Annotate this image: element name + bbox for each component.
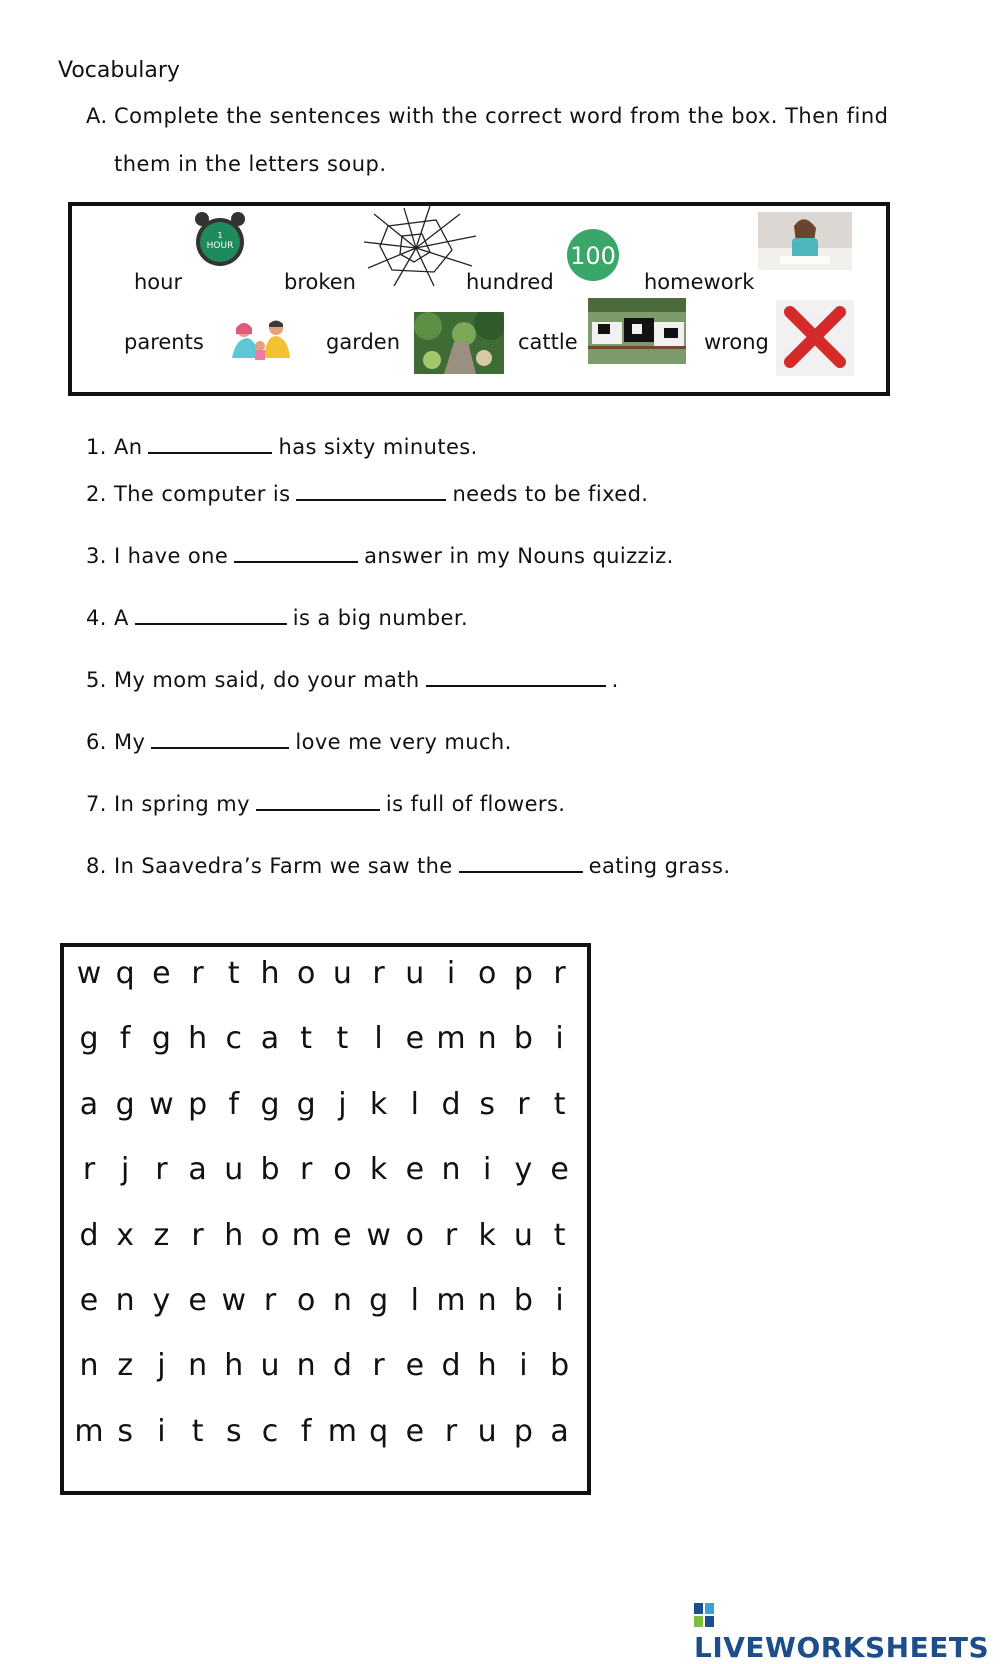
soup-letter[interactable]: h xyxy=(188,1021,208,1057)
soup-letter[interactable]: t xyxy=(227,956,240,991)
soup-letter[interactable]: e xyxy=(405,1152,425,1188)
garden-photo xyxy=(414,312,504,374)
soup-letter[interactable]: k xyxy=(478,1217,496,1253)
soup-letter[interactable]: c xyxy=(261,1413,279,1449)
soup-letter[interactable]: d xyxy=(79,1217,99,1253)
sentence-7: 7. In spring my is full of flowers. xyxy=(86,792,566,816)
answer-blank-5[interactable] xyxy=(426,667,606,687)
soup-letter[interactable]: u xyxy=(405,956,425,991)
soup-letter[interactable]: r xyxy=(372,956,385,991)
soup-letter[interactable]: s xyxy=(225,1413,242,1449)
soup-letter[interactable]: r xyxy=(191,956,204,991)
soup-letter[interactable]: b xyxy=(513,1021,533,1057)
soup-letter[interactable]: d xyxy=(332,1348,352,1384)
sentence-4: 4. A is a big number. xyxy=(86,606,469,630)
parents-icon xyxy=(228,318,294,366)
word-homework: homework xyxy=(644,270,755,294)
soup-letter[interactable]: d xyxy=(441,1348,461,1384)
soup-letter[interactable]: r xyxy=(82,1152,96,1188)
soup-letter[interactable]: r xyxy=(191,1217,204,1253)
soup-letter[interactable]: u xyxy=(224,1152,244,1188)
soup-letter[interactable]: e xyxy=(333,1217,352,1253)
soup-letter[interactable]: r xyxy=(444,1217,458,1253)
soup-letter[interactable]: o xyxy=(260,1217,280,1253)
word-hour: hour xyxy=(134,270,183,294)
soup-letter[interactable]: b xyxy=(513,1283,533,1318)
soup-letter[interactable]: n xyxy=(188,1348,208,1384)
soup-letter[interactable]: i xyxy=(555,1021,564,1057)
soup-letter[interactable]: s xyxy=(117,1413,133,1449)
soup-letter[interactable]: i xyxy=(157,1413,166,1449)
soup-letter[interactable]: t xyxy=(553,1086,566,1122)
soup-letter[interactable]: r xyxy=(155,1152,168,1188)
soup-letter[interactable]: y xyxy=(514,1152,533,1188)
soup-letter[interactable]: g xyxy=(115,1086,135,1122)
soup-letter[interactable]: u xyxy=(513,1217,533,1253)
sentence-8: 8. In Saavedra’s Farm we saw the eating grass. xyxy=(86,854,731,878)
clock-icon xyxy=(192,210,248,268)
soup-letter[interactable]: e xyxy=(405,1348,425,1384)
soup-letter[interactable]: l xyxy=(410,1283,419,1318)
soup-letter[interactable]: t xyxy=(300,1021,313,1057)
sentence-2: 2. The computer is needs to be fixed. xyxy=(86,482,649,506)
soup-letter[interactable]: l xyxy=(374,1021,383,1057)
soup-letter[interactable]: e xyxy=(405,1413,425,1449)
soup-letter[interactable]: r xyxy=(300,1152,313,1188)
soup-letter[interactable]: q xyxy=(115,956,135,991)
sentence-5: 5. My mom said, do your math . xyxy=(86,668,619,692)
soup-letter[interactable]: a xyxy=(260,1021,280,1057)
soup-letter[interactable]: g xyxy=(260,1086,280,1122)
soup-letter[interactable]: l xyxy=(410,1086,419,1122)
soup-letter[interactable]: i xyxy=(519,1348,528,1384)
soup-letter[interactable]: h xyxy=(260,956,280,991)
soup-letter[interactable]: t xyxy=(191,1413,204,1449)
soup-letter[interactable]: u xyxy=(332,956,352,991)
soup-letter[interactable]: o xyxy=(478,956,497,991)
soup-letter[interactable]: h xyxy=(477,1348,497,1384)
soup-letter[interactable]: g xyxy=(296,1086,316,1122)
answer-blank-8[interactable] xyxy=(459,853,583,873)
soup-letter[interactable]: z xyxy=(117,1348,134,1384)
soup-letter[interactable]: a xyxy=(79,1086,99,1122)
soup-letter[interactable]: t xyxy=(336,1021,349,1057)
soup-letter[interactable]: o xyxy=(333,1152,352,1188)
soup-letter[interactable]: r xyxy=(263,1283,277,1318)
soup-letter[interactable]: i xyxy=(555,1283,564,1318)
answer-blank-7[interactable] xyxy=(256,791,380,811)
answer-blank-6[interactable] xyxy=(151,729,289,749)
soup-letter[interactable]: g xyxy=(369,1283,389,1318)
soup-letter[interactable]: n xyxy=(296,1348,316,1384)
soup-letter[interactable]: e xyxy=(152,956,171,991)
soup-letter[interactable]: n xyxy=(332,1283,352,1318)
instruction-label: A. xyxy=(86,104,108,128)
sentence-1: 1. An has sixty minutes. xyxy=(86,435,478,459)
soup-letter[interactable]: c xyxy=(225,1021,243,1057)
soup-letter[interactable]: n xyxy=(115,1283,135,1318)
word-garden: garden xyxy=(326,330,401,354)
cattle-photo xyxy=(588,298,686,364)
word-cattle: cattle xyxy=(518,330,578,354)
soup-letter[interactable]: u xyxy=(477,1413,497,1449)
soup-letter[interactable]: f xyxy=(228,1086,240,1122)
badge-number: 100 xyxy=(570,242,616,270)
soup-letter[interactable]: w xyxy=(76,956,102,991)
soup-letter[interactable]: n xyxy=(477,1021,497,1057)
soup-letter[interactable]: r xyxy=(444,1413,458,1449)
soup-letter[interactable]: e xyxy=(79,1283,99,1318)
soup-letter[interactable]: d xyxy=(441,1086,461,1122)
soup-letter[interactable]: s xyxy=(479,1086,495,1122)
instruction-text-1: Complete the sentences with the correct word from the box. Then find xyxy=(114,104,889,128)
soup-letter[interactable]: g xyxy=(79,1021,99,1057)
soup-letter[interactable]: j xyxy=(121,1152,130,1188)
logo-mark-icon xyxy=(694,1601,714,1625)
word-box xyxy=(68,202,890,396)
soup-letter[interactable]: f xyxy=(119,1021,131,1057)
soup-letter[interactable]: o xyxy=(297,1283,316,1318)
soup-letter[interactable]: k xyxy=(369,1086,388,1122)
soup-letter[interactable]: m xyxy=(327,1413,357,1449)
soup-letter[interactable]: m xyxy=(436,1283,466,1318)
instruction-line-2: them in the letters soup. xyxy=(114,152,387,176)
answer-blank-2[interactable] xyxy=(296,481,446,501)
soup-letter[interactable]: j xyxy=(338,1086,347,1122)
answer-blank-4[interactable] xyxy=(135,605,287,625)
soup-letter[interactable]: j xyxy=(157,1348,166,1384)
soup-letter[interactable]: h xyxy=(224,1217,244,1253)
hundred-badge-icon xyxy=(566,228,620,282)
soup-letter[interactable]: m xyxy=(436,1021,466,1057)
soup-letter[interactable]: h xyxy=(224,1348,244,1384)
soup-letter[interactable]: f xyxy=(300,1413,312,1449)
student-photo xyxy=(758,212,852,270)
brand-name: LIVEWORKSHEETS xyxy=(694,1631,990,1664)
broken-glass-icon xyxy=(364,206,480,288)
soup-letter[interactable]: o xyxy=(405,1217,424,1253)
soup-letter[interactable]: w xyxy=(149,1086,174,1122)
answer-blank-3[interactable] xyxy=(234,543,358,563)
soup-letter[interactable]: k xyxy=(369,1152,388,1188)
soup-letter[interactable]: r xyxy=(372,1348,385,1384)
soup-letter[interactable]: u xyxy=(260,1348,280,1384)
sentence-3: 3. I have one answer in my Nouns quizziz. xyxy=(86,544,674,568)
word-wrong: wrong xyxy=(704,330,769,354)
soup-letter[interactable]: p xyxy=(513,1413,533,1449)
soup-letter[interactable]: e xyxy=(188,1283,207,1318)
answer-blank-1[interactable] xyxy=(148,434,272,454)
svg-text:1: 1 xyxy=(217,231,223,240)
soup-letter[interactable]: r xyxy=(553,956,566,991)
soup-letter[interactable]: m xyxy=(291,1217,321,1253)
soup-letter[interactable]: m xyxy=(74,1413,104,1449)
soup-letter[interactable]: e xyxy=(405,1021,425,1057)
section-heading: Vocabulary xyxy=(58,58,180,83)
soup-letter[interactable]: q xyxy=(369,1413,389,1449)
soup-letter[interactable]: b xyxy=(260,1152,280,1188)
soup-letter[interactable]: i xyxy=(446,956,456,991)
soup-letter[interactable]: w xyxy=(221,1283,247,1318)
soup-letter[interactable]: o xyxy=(297,956,316,991)
letter-soup-grid xyxy=(60,943,591,1495)
soup-letter[interactable]: n xyxy=(477,1283,497,1318)
soup-letter[interactable]: y xyxy=(152,1283,171,1318)
word-parents: parents xyxy=(124,330,204,354)
word-broken: broken xyxy=(284,270,356,294)
soup-letter[interactable]: x xyxy=(116,1217,135,1253)
soup-letter[interactable]: n xyxy=(79,1348,99,1384)
soup-letter[interactable]: z xyxy=(153,1217,170,1253)
soup-letter[interactable]: w xyxy=(366,1217,391,1253)
sentence-6: 6. My love me very much. xyxy=(86,730,512,754)
soup-letter[interactable]: p xyxy=(513,956,533,991)
soup-letter[interactable]: a xyxy=(550,1413,569,1449)
svg-text:HOUR: HOUR xyxy=(206,241,234,251)
word-hundred: hundred xyxy=(466,270,554,294)
soup-letter[interactable]: b xyxy=(550,1348,570,1384)
soup-letter[interactable]: t xyxy=(553,1217,566,1253)
wrong-cross-icon xyxy=(776,300,854,376)
soup-letter[interactable]: n xyxy=(441,1152,461,1188)
soup-letter[interactable]: a xyxy=(188,1152,207,1188)
soup-letter[interactable]: g xyxy=(151,1021,171,1057)
soup-letter[interactable]: p xyxy=(188,1086,208,1122)
soup-letter[interactable]: i xyxy=(483,1152,492,1188)
soup-letter[interactable]: r xyxy=(517,1086,530,1122)
liveworksheets-logo xyxy=(694,1598,1000,1664)
soup-letter[interactable]: e xyxy=(550,1152,569,1188)
instruction-line-1 xyxy=(86,104,889,128)
